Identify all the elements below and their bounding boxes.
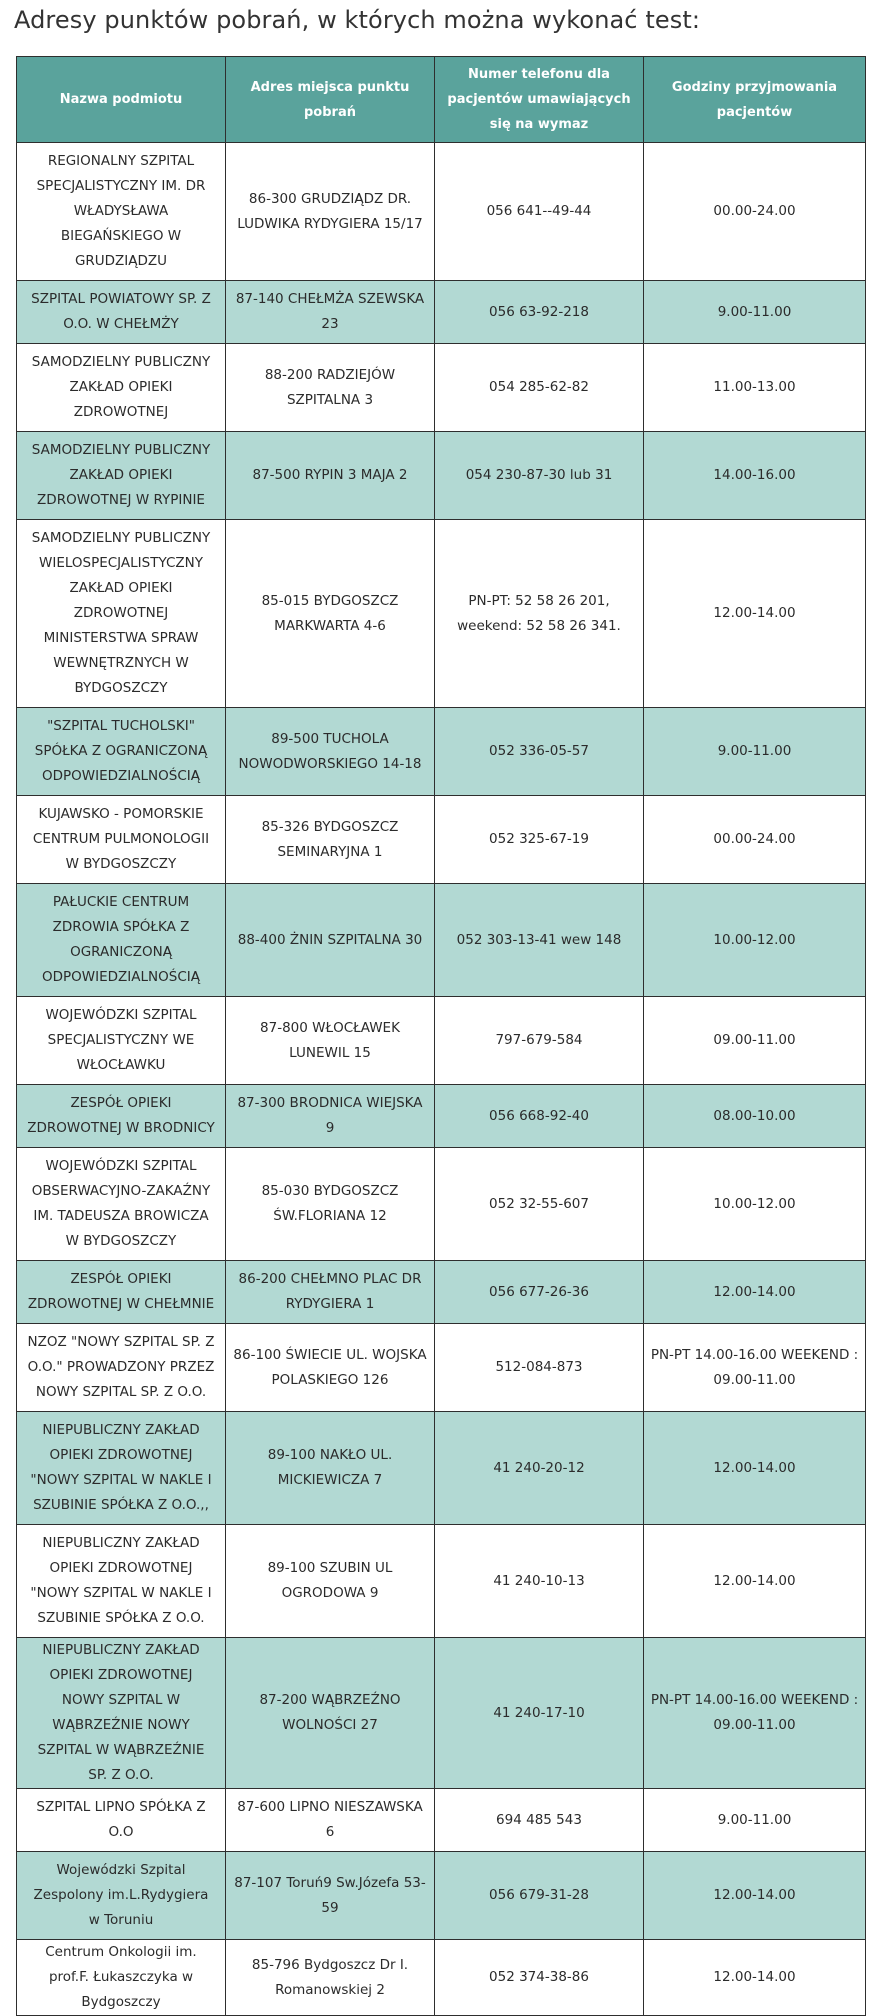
cell-hours: 10.00-12.00 <box>644 1148 866 1261</box>
table-row <box>17 1085 866 1148</box>
cell-phone: 056 677-26-36 <box>435 1261 644 1324</box>
cell-phone: 056 641--49-44 <box>435 143 644 281</box>
cell-name: NIEPUBLICZNY ZAKŁAD OPIEKI ZDROWOTNEJ "NOWY SZPITAL W NAKLE I SZUBINIE SPÓŁKA Z O.O.,, <box>17 1412 226 1525</box>
cell-name: Wojewódzki Szpital Zespolony im.L.Rydygiera w Toruniu <box>17 1852 226 1940</box>
table-row <box>17 1412 866 1525</box>
table-row <box>17 1525 866 1638</box>
collection-points-table <box>16 56 866 2016</box>
cell-name: ZESPÓŁ OPIEKI ZDROWOTNEJ W CHEŁMNIE <box>17 1261 226 1324</box>
cell-phone: 052 32-55-607 <box>435 1148 644 1261</box>
cell-address: 86-200 CHEŁMNO PLAC DR RYDYGIERA 1 <box>226 1261 435 1324</box>
cell-name: NIEPUBLICZNY ZAKŁAD OPIEKI ZDROWOTNEJ "NOWY SZPITAL W NAKLE I SZUBINIE SPÓŁKA Z O.O. <box>17 1525 226 1638</box>
cell-hours: 12.00-14.00 <box>644 1940 866 2016</box>
cell-name: WOJEWÓDZKI SZPITAL SPECJALISTYCZNY WE WŁOCŁAWKU <box>17 997 226 1085</box>
cell-phone: 41 240-17-10 <box>435 1638 644 1789</box>
cell-name: PAŁUCKIE CENTRUM ZDROWIA SPÓŁKA Z OGRANICZONĄ ODPOWIEDZIALNOŚCIĄ <box>17 884 226 997</box>
table-row <box>17 1148 866 1261</box>
cell-name: ZESPÓŁ OPIEKI ZDROWOTNEJ W BRODNICY <box>17 1085 226 1148</box>
cell-hours: 10.00-12.00 <box>644 884 866 997</box>
table-row <box>17 432 866 520</box>
table-row <box>17 1789 866 1852</box>
cell-phone: 056 63-92-218 <box>435 281 644 344</box>
cell-phone: 052 336-05-57 <box>435 708 644 796</box>
table-row <box>17 344 866 432</box>
cell-hours: 14.00-16.00 <box>644 432 866 520</box>
cell-name: SAMODZIELNY PUBLICZNY WIELOSPECJALISTYCZNY ZAKŁAD OPIEKI ZDROWOTNEJ MINISTERSTWA SPRAW WEWNĘTRZNYCH W BYDGOSZCZY <box>17 520 226 708</box>
cell-address: 87-107 Toruń9 Sw.Józefa 53-59 <box>226 1852 435 1940</box>
cell-phone: 056 668-92-40 <box>435 1085 644 1148</box>
table-row <box>17 1638 866 1789</box>
table-row <box>17 520 866 708</box>
column-header-address: Adres miejsca punktu pobrań <box>226 57 435 143</box>
cell-hours: 08.00-10.00 <box>644 1085 866 1148</box>
cell-address: 87-300 BRODNICA WIEJSKA 9 <box>226 1085 435 1148</box>
cell-address: 86-300 GRUDZIĄDZ DR. LUDWIKA RYDYGIERA 15/17 <box>226 143 435 281</box>
cell-phone: 797-679-584 <box>435 997 644 1085</box>
cell-hours: 12.00-14.00 <box>644 1525 866 1638</box>
cell-address: 89-100 SZUBIN UL OGRODOWA 9 <box>226 1525 435 1638</box>
table-row <box>17 143 866 281</box>
cell-hours: 00.00-24.00 <box>644 143 866 281</box>
column-header-hours: Godziny przyjmowania pacjentów <box>644 57 866 143</box>
cell-phone: 41 240-10-13 <box>435 1525 644 1638</box>
cell-hours: 00.00-24.00 <box>644 796 866 884</box>
cell-phone: PN-PT: 52 58 26 201, weekend: 52 58 26 341. <box>435 520 644 708</box>
cell-name: SAMODZIELNY PUBLICZNY ZAKŁAD OPIEKI ZDROWOTNEJ <box>17 344 226 432</box>
cell-address: 88-400 ŻNIN SZPITALNA 30 <box>226 884 435 997</box>
cell-hours: 9.00-11.00 <box>644 708 866 796</box>
page-heading: Adresy punktów pobrań, w których można wykonać test: <box>14 6 701 34</box>
cell-phone: 054 230-87-30 lub 31 <box>435 432 644 520</box>
column-header-phone: Numer telefonu dla pacjentów umawiających się na wymaz <box>435 57 644 143</box>
cell-name: KUJAWSKO - POMORSKIE CENTRUM PULMONOLOGII W BYDGOSZCZY <box>17 796 226 884</box>
cell-address: 87-500 RYPIN 3 MAJA 2 <box>226 432 435 520</box>
cell-hours: 12.00-14.00 <box>644 1412 866 1525</box>
cell-address: 86-100 ŚWIECIE UL. WOJSKA POLASKIEGO 126 <box>226 1324 435 1412</box>
cell-address: 87-140 CHEŁMŻA SZEWSKA 23 <box>226 281 435 344</box>
table-row <box>17 1940 866 2016</box>
cell-name: SZPITAL POWIATOWY SP. Z O.O. W CHEŁMŻY <box>17 281 226 344</box>
cell-name: WOJEWÓDZKI SZPITAL OBSERWACYJNO-ZAKAŹNY IM. TADEUSZA BROWICZA W BYDGOSZCZY <box>17 1148 226 1261</box>
cell-address: 85-326 BYDGOSZCZ SEMINARYJNA 1 <box>226 796 435 884</box>
cell-hours: 9.00-11.00 <box>644 281 866 344</box>
cell-hours: PN-PT 14.00-16.00 WEEKEND : 09.00-11.00 <box>644 1324 866 1412</box>
cell-hours: PN-PT 14.00-16.00 WEEKEND : 09.00-11.00 <box>644 1638 866 1789</box>
table-row <box>17 997 866 1085</box>
cell-name: "SZPITAL TUCHOLSKI" SPÓŁKA Z OGRANICZONĄ ODPOWIEDZIALNOŚCIĄ <box>17 708 226 796</box>
cell-phone: 052 374-38-86 <box>435 1940 644 2016</box>
cell-address: 89-500 TUCHOLA NOWODWORSKIEGO 14-18 <box>226 708 435 796</box>
cell-hours: 12.00-14.00 <box>644 1261 866 1324</box>
cell-name: SZPITAL LIPNO SPÓŁKA Z O.O <box>17 1789 226 1852</box>
cell-address: 87-600 LIPNO NIESZAWSKA 6 <box>226 1789 435 1852</box>
cell-address: 89-100 NAKŁO UL. MICKIEWICZA 7 <box>226 1412 435 1525</box>
table-row <box>17 708 866 796</box>
cell-address: 88-200 RADZIEJÓW SZPITALNA 3 <box>226 344 435 432</box>
cell-name: NIEPUBLICZNY ZAKŁAD OPIEKI ZDROWOTNEJ NOWY SZPITAL W WĄBRZEŹNIE NOWY SZPITAL W WĄBRZEŹNIE SP. Z O.O. <box>17 1638 226 1789</box>
cell-hours: 12.00-14.00 <box>644 1852 866 1940</box>
cell-hours: 9.00-11.00 <box>644 1789 866 1852</box>
cell-phone: 052 325-67-19 <box>435 796 644 884</box>
cell-phone: 694 485 543 <box>435 1789 644 1852</box>
cell-name: NZOZ "NOWY SZPITAL SP. Z O.O." PROWADZONY PRZEZ NOWY SZPITAL SP. Z O.O. <box>17 1324 226 1412</box>
table-header-row <box>17 57 866 143</box>
table-row <box>17 1261 866 1324</box>
column-header-name: Nazwa podmiotu <box>17 57 226 143</box>
cell-address: 85-015 BYDGOSZCZ MARKWARTA 4-6 <box>226 520 435 708</box>
cell-address: 87-800 WŁOCŁAWEK LUNEWIL 15 <box>226 997 435 1085</box>
cell-phone: 056 679-31-28 <box>435 1852 644 1940</box>
cell-phone: 512-084-873 <box>435 1324 644 1412</box>
cell-phone: 054 285-62-82 <box>435 344 644 432</box>
cell-name: Centrum Onkologii im. prof.F. Łukaszczyka w Bydgoszczy <box>17 1940 226 2016</box>
cell-hours: 09.00-11.00 <box>644 997 866 1085</box>
cell-phone: 052 303-13-41 wew 148 <box>435 884 644 997</box>
cell-hours: 11.00-13.00 <box>644 344 866 432</box>
table-row <box>17 281 866 344</box>
table-row <box>17 1852 866 1940</box>
cell-address: 85-796 Bydgoszcz Dr I. Romanowskiej 2 <box>226 1940 435 2016</box>
cell-phone: 41 240-20-12 <box>435 1412 644 1525</box>
table-row <box>17 796 866 884</box>
cell-address: 85-030 BYDGOSZCZ ŚW.FLORIANA 12 <box>226 1148 435 1261</box>
table-row <box>17 884 866 997</box>
table-row <box>17 1324 866 1412</box>
cell-hours: 12.00-14.00 <box>644 520 866 708</box>
cell-name: SAMODZIELNY PUBLICZNY ZAKŁAD OPIEKI ZDROWOTNEJ W RYPINIE <box>17 432 226 520</box>
cell-address: 87-200 WĄBRZEŹNO WOLNOŚCI 27 <box>226 1638 435 1789</box>
cell-name: REGIONALNY SZPITAL SPECJALISTYCZNY IM. DR WŁADYSŁAWA BIEGAŃSKIEGO W GRUDZIĄDZU <box>17 143 226 281</box>
